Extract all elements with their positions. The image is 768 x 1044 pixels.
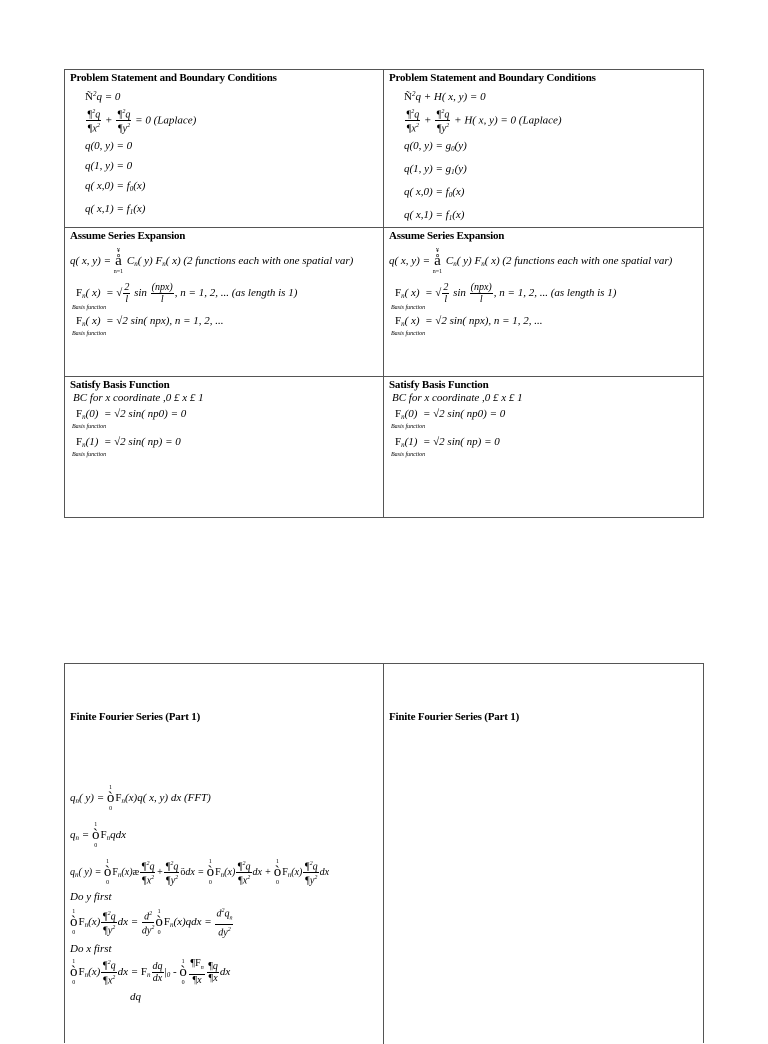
heading: Assume Series Expansion <box>70 230 186 242</box>
equation: $q_n$( y) = 1 ò 0 $F_n(x)q$( x, y) dx (FFT) <box>70 785 211 812</box>
equation: $\frac{\P^2q}{\P x^2}$ + $\frac{\P^2q}{\P y^2}$ + H( x, y) = 0 (Laplace) <box>406 109 562 135</box>
basis-label: Basis function <box>72 331 107 337</box>
equation: q( $x,1) = f_1(x)$ <box>404 208 465 222</box>
heading: Problem Statement and Boundary Conditions <box>389 72 596 84</box>
equation: $Ñ^2q = 0$ <box>85 90 121 103</box>
basis-label: Basis function <box>72 424 107 430</box>
equation: $Ñ^2q + H$( x, y) = 0 <box>404 90 486 103</box>
equation: $q_n$ = 1 ò 0 $F_nqdx$ <box>70 822 126 849</box>
equation: q(0, y) = 0 <box>85 139 133 152</box>
basis-label: Basis function <box>72 305 107 311</box>
equation: q( $x,0) = f_0(x)$ <box>404 185 465 199</box>
cell-right-series <box>384 228 703 376</box>
equation: $F_n(0) = √2$ sin( np0) = 0 <box>76 408 187 421</box>
basis-label: Basis function <box>391 452 426 458</box>
table-1 <box>64 69 704 518</box>
equation: q(1, y) = 0 <box>85 159 133 172</box>
basis-label: Basis function <box>391 305 426 311</box>
heading: Finite Fourier Series (Part 1) <box>70 711 201 723</box>
cell-left-basis <box>65 377 384 517</box>
equation: $F_n$( x) = √ $\frac{2}{l}$ sin $\frac{\text{(npx)}}{l}$ , n = 1, 2, ... (as length is 1) <box>76 282 298 305</box>
equation: q( x, y) = ¥ å n=1 $C_n$( y) $F_n$( x) (2 functions each with one spatial var) <box>389 248 673 275</box>
do-y-first: Do y first <box>70 891 112 903</box>
table-2 <box>64 663 704 1043</box>
equation: $\frac{\P^2q}{\P x^2}$ + $\frac{\P^2q}{\P y^2}$ = 0 (Laplace) <box>87 109 197 135</box>
cell-right-problem <box>384 70 703 227</box>
heading: Finite Fourier Series (Part 1) <box>389 711 520 723</box>
cell-left-fourier <box>65 664 384 1044</box>
heading: Satisfy Basis Function <box>70 379 170 391</box>
equation: $F_n(1) = √2$ sin( np) = 0 <box>76 436 181 449</box>
row-fourier <box>65 664 703 1044</box>
equation: $F_n$( x) = √2 sin( npx), n = 1, 2, ... <box>395 315 543 328</box>
basis-label: Basis function <box>391 331 426 337</box>
equation: q(1, $y) = g_1(y)$ <box>404 162 467 176</box>
row-problem-statement <box>65 70 703 228</box>
equation-cut: dq <box>130 990 141 1003</box>
basis-label: Basis function <box>391 424 426 430</box>
cell-right-fourier <box>384 664 703 1044</box>
bc-text: BC for x coordinate ,0 £ x £ 1 <box>73 392 204 404</box>
equation: 1 ò 0 $F_n(x)$ $\frac{\P^2q}{\P y^2}$ dx = $\frac{d^2}{dy^2}$ 1 ò 0 $F_n(x)qdx$ = $\frac{d^2q_n}{dy^2}$ <box>70 908 233 939</box>
heading: Assume Series Expansion <box>389 230 505 242</box>
cell-left-problem <box>65 70 384 227</box>
equation: q( $x,1) = f_1(x)$ <box>85 202 146 216</box>
do-x-first: Do x first <box>70 942 112 955</box>
equation: $F_n(0) = √2$ sin( np0) = 0 <box>395 408 506 421</box>
equation: 1 ò 0 $F_n(x)$ $\frac{\P^2q}{\P x^2}$ dx = $F_n$ $\frac{dq}{dx}$ $|_0$ - 1 ò 0 $\frac{\P F_n}{\P x}$ $\frac{\P q}{\P x}$ dx <box>70 958 231 987</box>
cell-right-basis <box>384 377 703 517</box>
equation: $F_n$( x) = √2 sin( npx), n = 1, 2, ... <box>76 315 224 328</box>
basis-label: Basis function <box>72 452 107 458</box>
cell-left-series <box>65 228 384 376</box>
heading: Satisfy Basis Function <box>389 379 489 391</box>
row-basis-function <box>65 377 703 517</box>
equation: q(0, $y) = g_0(y)$ <box>404 139 467 153</box>
equation: $F_n(1) = √2$ sin( np) = 0 <box>395 436 500 449</box>
equation: $F_n$( x) = √ $\frac{2}{l}$ sin $\frac{\text{(npx)}}{l}$ , n = 1, 2, ... (as length is 1) <box>395 282 617 305</box>
heading: Problem Statement and Boundary Conditions <box>70 72 277 84</box>
equation: q( $x,0) = f_0(x)$ <box>85 179 146 193</box>
bc-text: BC for x coordinate ,0 £ x £ 1 <box>392 392 523 404</box>
equation: $q_n$( y) = 1 ò 0 $F_n(x)æ$ $\frac{\P^2q}{\P x^2}$ + $\frac{\P^2q}{\P y^2}$ ödx = 1 ò 0 $F_n(x)$ $\frac{\P^2q}{\P x^2}$ dx + 1 ò 0 $F_n(x)$ $\frac{\P^2q}{\P y^2}$ dx <box>70 859 330 887</box>
equation: q( x, y) = ¥ å n=1 $C_n$( y) $F_n$( x) (2 functions each with one spatial var) <box>70 248 354 275</box>
row-series-expansion <box>65 228 703 377</box>
